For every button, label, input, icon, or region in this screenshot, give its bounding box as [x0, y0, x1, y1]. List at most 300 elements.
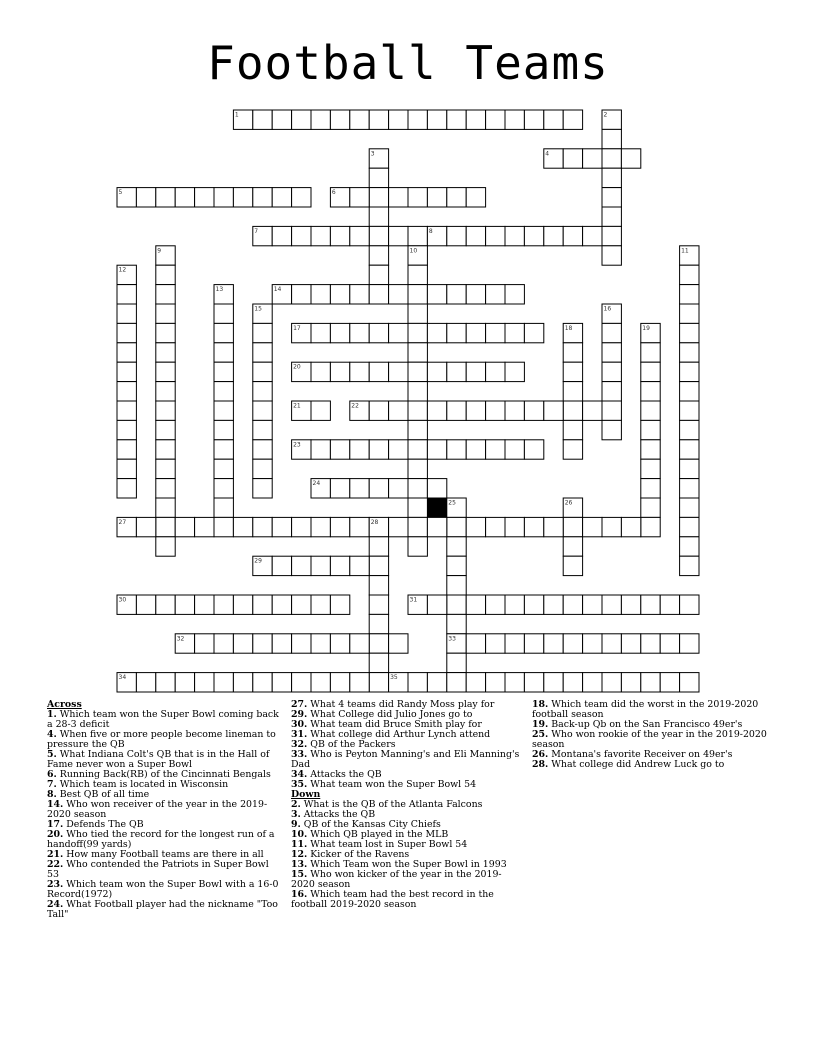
grid-cell[interactable] [641, 517, 660, 536]
grid-cell[interactable] [680, 479, 699, 498]
grid-cell[interactable] [389, 362, 408, 381]
grid-cell[interactable] [602, 673, 621, 692]
grid-cell[interactable] [156, 459, 175, 478]
grid-cell[interactable] [486, 226, 505, 245]
grid-cell[interactable] [427, 285, 446, 304]
grid-cell[interactable] [544, 673, 563, 692]
grid-cell[interactable] [563, 634, 582, 653]
grid-cell[interactable] [505, 110, 524, 129]
grid-cell[interactable] [350, 479, 369, 498]
grid-cell[interactable] [427, 323, 446, 342]
grid-cell[interactable] [602, 207, 621, 226]
grid-cell[interactable] [253, 459, 272, 478]
grid-cell[interactable] [369, 634, 388, 653]
grid-cell[interactable] [466, 517, 485, 536]
grid-cell[interactable] [311, 226, 330, 245]
grid-cell[interactable] [524, 226, 543, 245]
grid-cell[interactable] [156, 420, 175, 439]
grid-cell[interactable] [505, 673, 524, 692]
grid-cell[interactable] [311, 285, 330, 304]
grid-cell[interactable] [447, 653, 466, 672]
grid-cell[interactable] [253, 517, 272, 536]
grid-cell[interactable] [427, 401, 446, 420]
grid-cell[interactable] [602, 343, 621, 362]
grid-cell[interactable] [447, 323, 466, 342]
grid-cell[interactable] [369, 479, 388, 498]
grid-cell[interactable] [195, 634, 214, 653]
grid-cell[interactable] [583, 595, 602, 614]
grid-cell[interactable] [369, 614, 388, 633]
grid-cell[interactable] [505, 517, 524, 536]
grid-cell[interactable] [311, 323, 330, 342]
grid-cell[interactable] [466, 673, 485, 692]
grid-cell[interactable] [330, 634, 349, 653]
grid-cell[interactable] [427, 479, 446, 498]
grid-cell[interactable] [563, 362, 582, 381]
grid-cell[interactable] [408, 265, 427, 284]
grid-cell[interactable] [117, 440, 136, 459]
grid-cell[interactable] [486, 110, 505, 129]
grid-cell[interactable] [195, 188, 214, 207]
grid-cell[interactable] [680, 595, 699, 614]
grid-cell[interactable] [214, 459, 233, 478]
grid-cell[interactable] [641, 362, 660, 381]
grid-cell[interactable] [350, 323, 369, 342]
grid-cell[interactable] [680, 420, 699, 439]
grid-cell[interactable] [447, 440, 466, 459]
grid-cell[interactable] [563, 595, 582, 614]
grid-cell[interactable] [505, 285, 524, 304]
grid-cell[interactable] [602, 420, 621, 439]
grid-cell[interactable] [544, 226, 563, 245]
grid-cell[interactable] [486, 323, 505, 342]
grid-cell[interactable] [641, 634, 660, 653]
grid-cell[interactable] [408, 537, 427, 556]
grid-cell[interactable] [369, 188, 388, 207]
grid-cell[interactable] [292, 188, 311, 207]
grid-cell[interactable] [292, 634, 311, 653]
grid-cell[interactable] [214, 362, 233, 381]
grid-cell[interactable] [330, 440, 349, 459]
grid-cell[interactable] [466, 323, 485, 342]
grid-cell[interactable] [311, 401, 330, 420]
grid-cell[interactable] [680, 362, 699, 381]
grid-cell[interactable] [621, 517, 640, 536]
grid-cell[interactable] [214, 498, 233, 517]
grid-cell[interactable] [427, 517, 446, 536]
grid-cell[interactable] [641, 479, 660, 498]
grid-cell[interactable] [253, 673, 272, 692]
grid-cell[interactable] [447, 673, 466, 692]
grid-cell[interactable] [330, 517, 349, 536]
grid-cell[interactable] [117, 420, 136, 439]
grid-cell[interactable] [156, 304, 175, 323]
grid-cell[interactable] [311, 517, 330, 536]
grid-cell[interactable] [680, 401, 699, 420]
grid-cell[interactable] [583, 517, 602, 536]
grid-cell[interactable] [156, 188, 175, 207]
grid-cell[interactable] [389, 634, 408, 653]
grid-cell[interactable] [544, 595, 563, 614]
grid-cell[interactable] [156, 285, 175, 304]
grid-cell[interactable] [660, 634, 679, 653]
grid-cell[interactable] [214, 673, 233, 692]
grid-cell[interactable] [583, 634, 602, 653]
grid-cell[interactable] [602, 323, 621, 342]
grid-cell[interactable] [292, 110, 311, 129]
grid-cell[interactable] [253, 479, 272, 498]
grid-cell[interactable] [505, 323, 524, 342]
grid-cell[interactable] [466, 595, 485, 614]
grid-cell[interactable] [680, 498, 699, 517]
grid-cell[interactable] [272, 226, 291, 245]
grid-cell[interactable] [641, 459, 660, 478]
grid-cell[interactable] [447, 188, 466, 207]
grid-cell[interactable] [253, 440, 272, 459]
grid-cell[interactable] [214, 517, 233, 536]
grid-cell[interactable] [195, 517, 214, 536]
grid-cell[interactable] [156, 362, 175, 381]
grid-cell[interactable] [621, 634, 640, 653]
grid-cell[interactable] [544, 110, 563, 129]
grid-cell[interactable] [117, 459, 136, 478]
grid-cell[interactable] [136, 517, 155, 536]
grid-cell[interactable] [408, 673, 427, 692]
grid-cell[interactable] [389, 440, 408, 459]
grid-cell[interactable] [680, 440, 699, 459]
grid-cell[interactable] [447, 362, 466, 381]
grid-cell[interactable] [350, 188, 369, 207]
grid-cell[interactable] [641, 343, 660, 362]
grid-cell[interactable] [389, 110, 408, 129]
grid-cell[interactable] [408, 479, 427, 498]
grid-cell[interactable] [292, 517, 311, 536]
grid-cell[interactable] [427, 440, 446, 459]
grid-cell[interactable] [214, 420, 233, 439]
grid-cell[interactable] [505, 595, 524, 614]
grid-cell[interactable] [330, 479, 349, 498]
grid-cell[interactable] [602, 129, 621, 148]
grid-cell[interactable] [156, 343, 175, 362]
grid-cell[interactable] [311, 440, 330, 459]
grid-cell[interactable] [389, 401, 408, 420]
grid-cell[interactable] [292, 285, 311, 304]
grid-cell[interactable] [117, 323, 136, 342]
grid-cell[interactable] [156, 673, 175, 692]
grid-cell[interactable] [505, 362, 524, 381]
grid-cell[interactable] [583, 226, 602, 245]
grid-cell[interactable] [641, 382, 660, 401]
grid-cell[interactable] [408, 285, 427, 304]
grid-cell[interactable] [486, 440, 505, 459]
grid-cell[interactable] [602, 188, 621, 207]
grid-cell[interactable] [175, 517, 194, 536]
grid-cell[interactable] [330, 285, 349, 304]
grid-cell[interactable] [427, 110, 446, 129]
grid-cell[interactable] [427, 362, 446, 381]
grid-cell[interactable] [214, 634, 233, 653]
grid-cell[interactable] [447, 556, 466, 575]
grid-cell[interactable] [602, 226, 621, 245]
grid-cell[interactable] [369, 323, 388, 342]
grid-cell[interactable] [156, 517, 175, 536]
grid-cell[interactable] [505, 401, 524, 420]
grid-cell[interactable] [369, 285, 388, 304]
grid-cell[interactable] [214, 440, 233, 459]
grid-cell[interactable] [369, 673, 388, 692]
grid-cell[interactable] [447, 576, 466, 595]
grid-cell[interactable] [330, 323, 349, 342]
grid-cell[interactable] [602, 517, 621, 536]
grid-cell[interactable] [233, 517, 252, 536]
grid-cell[interactable] [117, 304, 136, 323]
grid-cell[interactable] [175, 188, 194, 207]
grid-cell[interactable] [253, 323, 272, 342]
grid-cell[interactable] [660, 673, 679, 692]
grid-cell[interactable] [214, 188, 233, 207]
grid-cell[interactable] [350, 673, 369, 692]
grid-cell[interactable] [583, 149, 602, 168]
grid-cell[interactable] [621, 149, 640, 168]
grid-cell[interactable] [311, 556, 330, 575]
grid-cell[interactable] [486, 362, 505, 381]
grid-cell[interactable] [524, 323, 543, 342]
grid-cell[interactable] [524, 401, 543, 420]
grid-cell[interactable] [253, 595, 272, 614]
grid-cell[interactable] [447, 537, 466, 556]
grid-cell[interactable] [408, 188, 427, 207]
grid-cell[interactable] [389, 226, 408, 245]
grid-cell[interactable] [563, 343, 582, 362]
grid-cell[interactable] [544, 634, 563, 653]
grid-cell[interactable] [330, 673, 349, 692]
grid-cell[interactable] [680, 382, 699, 401]
grid-cell[interactable] [272, 634, 291, 653]
grid-cell[interactable] [214, 382, 233, 401]
grid-cell[interactable] [602, 149, 621, 168]
grid-cell[interactable] [311, 362, 330, 381]
grid-cell[interactable] [117, 285, 136, 304]
grid-cell[interactable] [466, 401, 485, 420]
grid-cell[interactable] [563, 382, 582, 401]
grid-cell[interactable] [369, 265, 388, 284]
grid-cell[interactable] [447, 401, 466, 420]
grid-cell[interactable] [233, 634, 252, 653]
grid-cell[interactable] [466, 440, 485, 459]
grid-cell[interactable] [602, 382, 621, 401]
grid-cell[interactable] [563, 226, 582, 245]
grid-cell[interactable] [156, 323, 175, 342]
grid-cell[interactable] [330, 556, 349, 575]
grid-cell[interactable] [680, 323, 699, 342]
grid-cell[interactable] [466, 188, 485, 207]
grid-cell[interactable] [408, 323, 427, 342]
grid-cell[interactable] [369, 576, 388, 595]
grid-cell[interactable] [350, 285, 369, 304]
grid-cell[interactable] [621, 673, 640, 692]
grid-cell[interactable] [563, 517, 582, 536]
grid-cell[interactable] [524, 634, 543, 653]
grid-cell[interactable] [195, 673, 214, 692]
grid-cell[interactable] [214, 479, 233, 498]
grid-cell[interactable] [680, 265, 699, 284]
grid-cell[interactable] [253, 188, 272, 207]
grid-cell[interactable] [680, 537, 699, 556]
grid-cell[interactable] [369, 226, 388, 245]
grid-cell[interactable] [330, 362, 349, 381]
grid-cell[interactable] [602, 401, 621, 420]
grid-cell[interactable] [369, 653, 388, 672]
grid-cell[interactable] [350, 634, 369, 653]
grid-cell[interactable] [253, 110, 272, 129]
grid-cell[interactable] [214, 401, 233, 420]
grid-cell[interactable] [602, 595, 621, 614]
grid-cell[interactable] [253, 420, 272, 439]
grid-cell[interactable] [447, 110, 466, 129]
grid-cell[interactable] [427, 673, 446, 692]
grid-cell[interactable] [563, 420, 582, 439]
grid-cell[interactable] [544, 401, 563, 420]
grid-cell[interactable] [369, 401, 388, 420]
grid-cell[interactable] [292, 595, 311, 614]
grid-cell[interactable] [311, 673, 330, 692]
grid-cell[interactable] [233, 595, 252, 614]
grid-cell[interactable] [524, 440, 543, 459]
grid-cell[interactable] [136, 673, 155, 692]
grid-cell[interactable] [272, 673, 291, 692]
grid-cell[interactable] [369, 440, 388, 459]
grid-cell[interactable] [641, 440, 660, 459]
grid-cell[interactable] [156, 401, 175, 420]
grid-cell[interactable] [524, 595, 543, 614]
grid-cell[interactable] [117, 343, 136, 362]
grid-cell[interactable] [389, 517, 408, 536]
grid-cell[interactable] [563, 110, 582, 129]
grid-cell[interactable] [156, 265, 175, 284]
grid-cell[interactable] [156, 537, 175, 556]
grid-cell[interactable] [621, 595, 640, 614]
grid-cell[interactable] [563, 149, 582, 168]
grid-cell[interactable] [447, 285, 466, 304]
grid-cell[interactable] [563, 440, 582, 459]
grid-cell[interactable] [408, 304, 427, 323]
grid-cell[interactable] [486, 285, 505, 304]
grid-cell[interactable] [311, 634, 330, 653]
grid-cell[interactable] [369, 595, 388, 614]
grid-cell[interactable] [272, 595, 291, 614]
grid-cell[interactable] [233, 188, 252, 207]
grid-cell[interactable] [253, 401, 272, 420]
grid-cell[interactable] [408, 382, 427, 401]
grid-cell[interactable] [156, 498, 175, 517]
grid-cell[interactable] [427, 188, 446, 207]
grid-cell[interactable] [641, 420, 660, 439]
grid-cell[interactable] [408, 226, 427, 245]
grid-cell[interactable] [389, 323, 408, 342]
grid-cell[interactable] [389, 188, 408, 207]
grid-cell[interactable] [447, 595, 466, 614]
grid-cell[interactable] [253, 382, 272, 401]
grid-cell[interactable] [369, 556, 388, 575]
grid-cell[interactable] [175, 673, 194, 692]
grid-cell[interactable] [563, 673, 582, 692]
grid-cell[interactable] [389, 285, 408, 304]
grid-cell[interactable] [369, 246, 388, 265]
grid-cell[interactable] [680, 304, 699, 323]
grid-cell[interactable] [272, 556, 291, 575]
grid-cell[interactable] [505, 440, 524, 459]
grid-cell[interactable] [350, 440, 369, 459]
grid-cell[interactable] [602, 168, 621, 187]
grid-cell[interactable] [408, 110, 427, 129]
grid-cell[interactable] [524, 517, 543, 536]
grid-cell[interactable] [156, 440, 175, 459]
grid-cell[interactable] [136, 595, 155, 614]
grid-cell[interactable] [253, 362, 272, 381]
grid-cell[interactable] [350, 110, 369, 129]
grid-cell[interactable] [350, 226, 369, 245]
grid-cell[interactable] [369, 168, 388, 187]
grid-cell[interactable] [486, 517, 505, 536]
grid-cell[interactable] [369, 110, 388, 129]
grid-cell[interactable] [602, 634, 621, 653]
grid-cell[interactable] [253, 343, 272, 362]
grid-cell[interactable] [505, 634, 524, 653]
grid-cell[interactable] [602, 246, 621, 265]
grid-cell[interactable] [389, 479, 408, 498]
grid-cell[interactable] [292, 673, 311, 692]
grid-cell[interactable] [486, 595, 505, 614]
grid-cell[interactable] [641, 595, 660, 614]
grid-cell[interactable] [117, 479, 136, 498]
grid-cell[interactable] [350, 556, 369, 575]
grid-cell[interactable] [466, 226, 485, 245]
grid-cell[interactable] [408, 459, 427, 478]
grid-cell[interactable] [486, 401, 505, 420]
grid-cell[interactable] [136, 188, 155, 207]
grid-cell[interactable] [195, 595, 214, 614]
grid-cell[interactable] [427, 595, 446, 614]
grid-cell[interactable] [214, 595, 233, 614]
grid-cell[interactable] [214, 343, 233, 362]
grid-cell[interactable] [408, 420, 427, 439]
grid-cell[interactable] [175, 595, 194, 614]
grid-cell[interactable] [680, 517, 699, 536]
grid-cell[interactable] [505, 226, 524, 245]
grid-cell[interactable] [641, 401, 660, 420]
grid-cell[interactable] [156, 479, 175, 498]
grid-cell[interactable] [117, 382, 136, 401]
grid-cell[interactable] [272, 188, 291, 207]
grid-cell[interactable] [408, 440, 427, 459]
grid-cell[interactable] [583, 673, 602, 692]
grid-cell[interactable] [680, 634, 699, 653]
grid-cell[interactable] [311, 110, 330, 129]
grid-cell[interactable] [311, 595, 330, 614]
grid-cell[interactable] [544, 517, 563, 536]
grid-cell[interactable] [408, 362, 427, 381]
grid-cell[interactable] [466, 110, 485, 129]
grid-cell[interactable] [466, 285, 485, 304]
grid-cell[interactable] [680, 556, 699, 575]
grid-cell[interactable] [330, 110, 349, 129]
grid-cell[interactable] [641, 498, 660, 517]
grid-cell[interactable] [408, 343, 427, 362]
grid-cell[interactable] [350, 517, 369, 536]
grid-cell[interactable] [272, 110, 291, 129]
grid-cell[interactable] [214, 323, 233, 342]
grid-cell[interactable] [214, 304, 233, 323]
